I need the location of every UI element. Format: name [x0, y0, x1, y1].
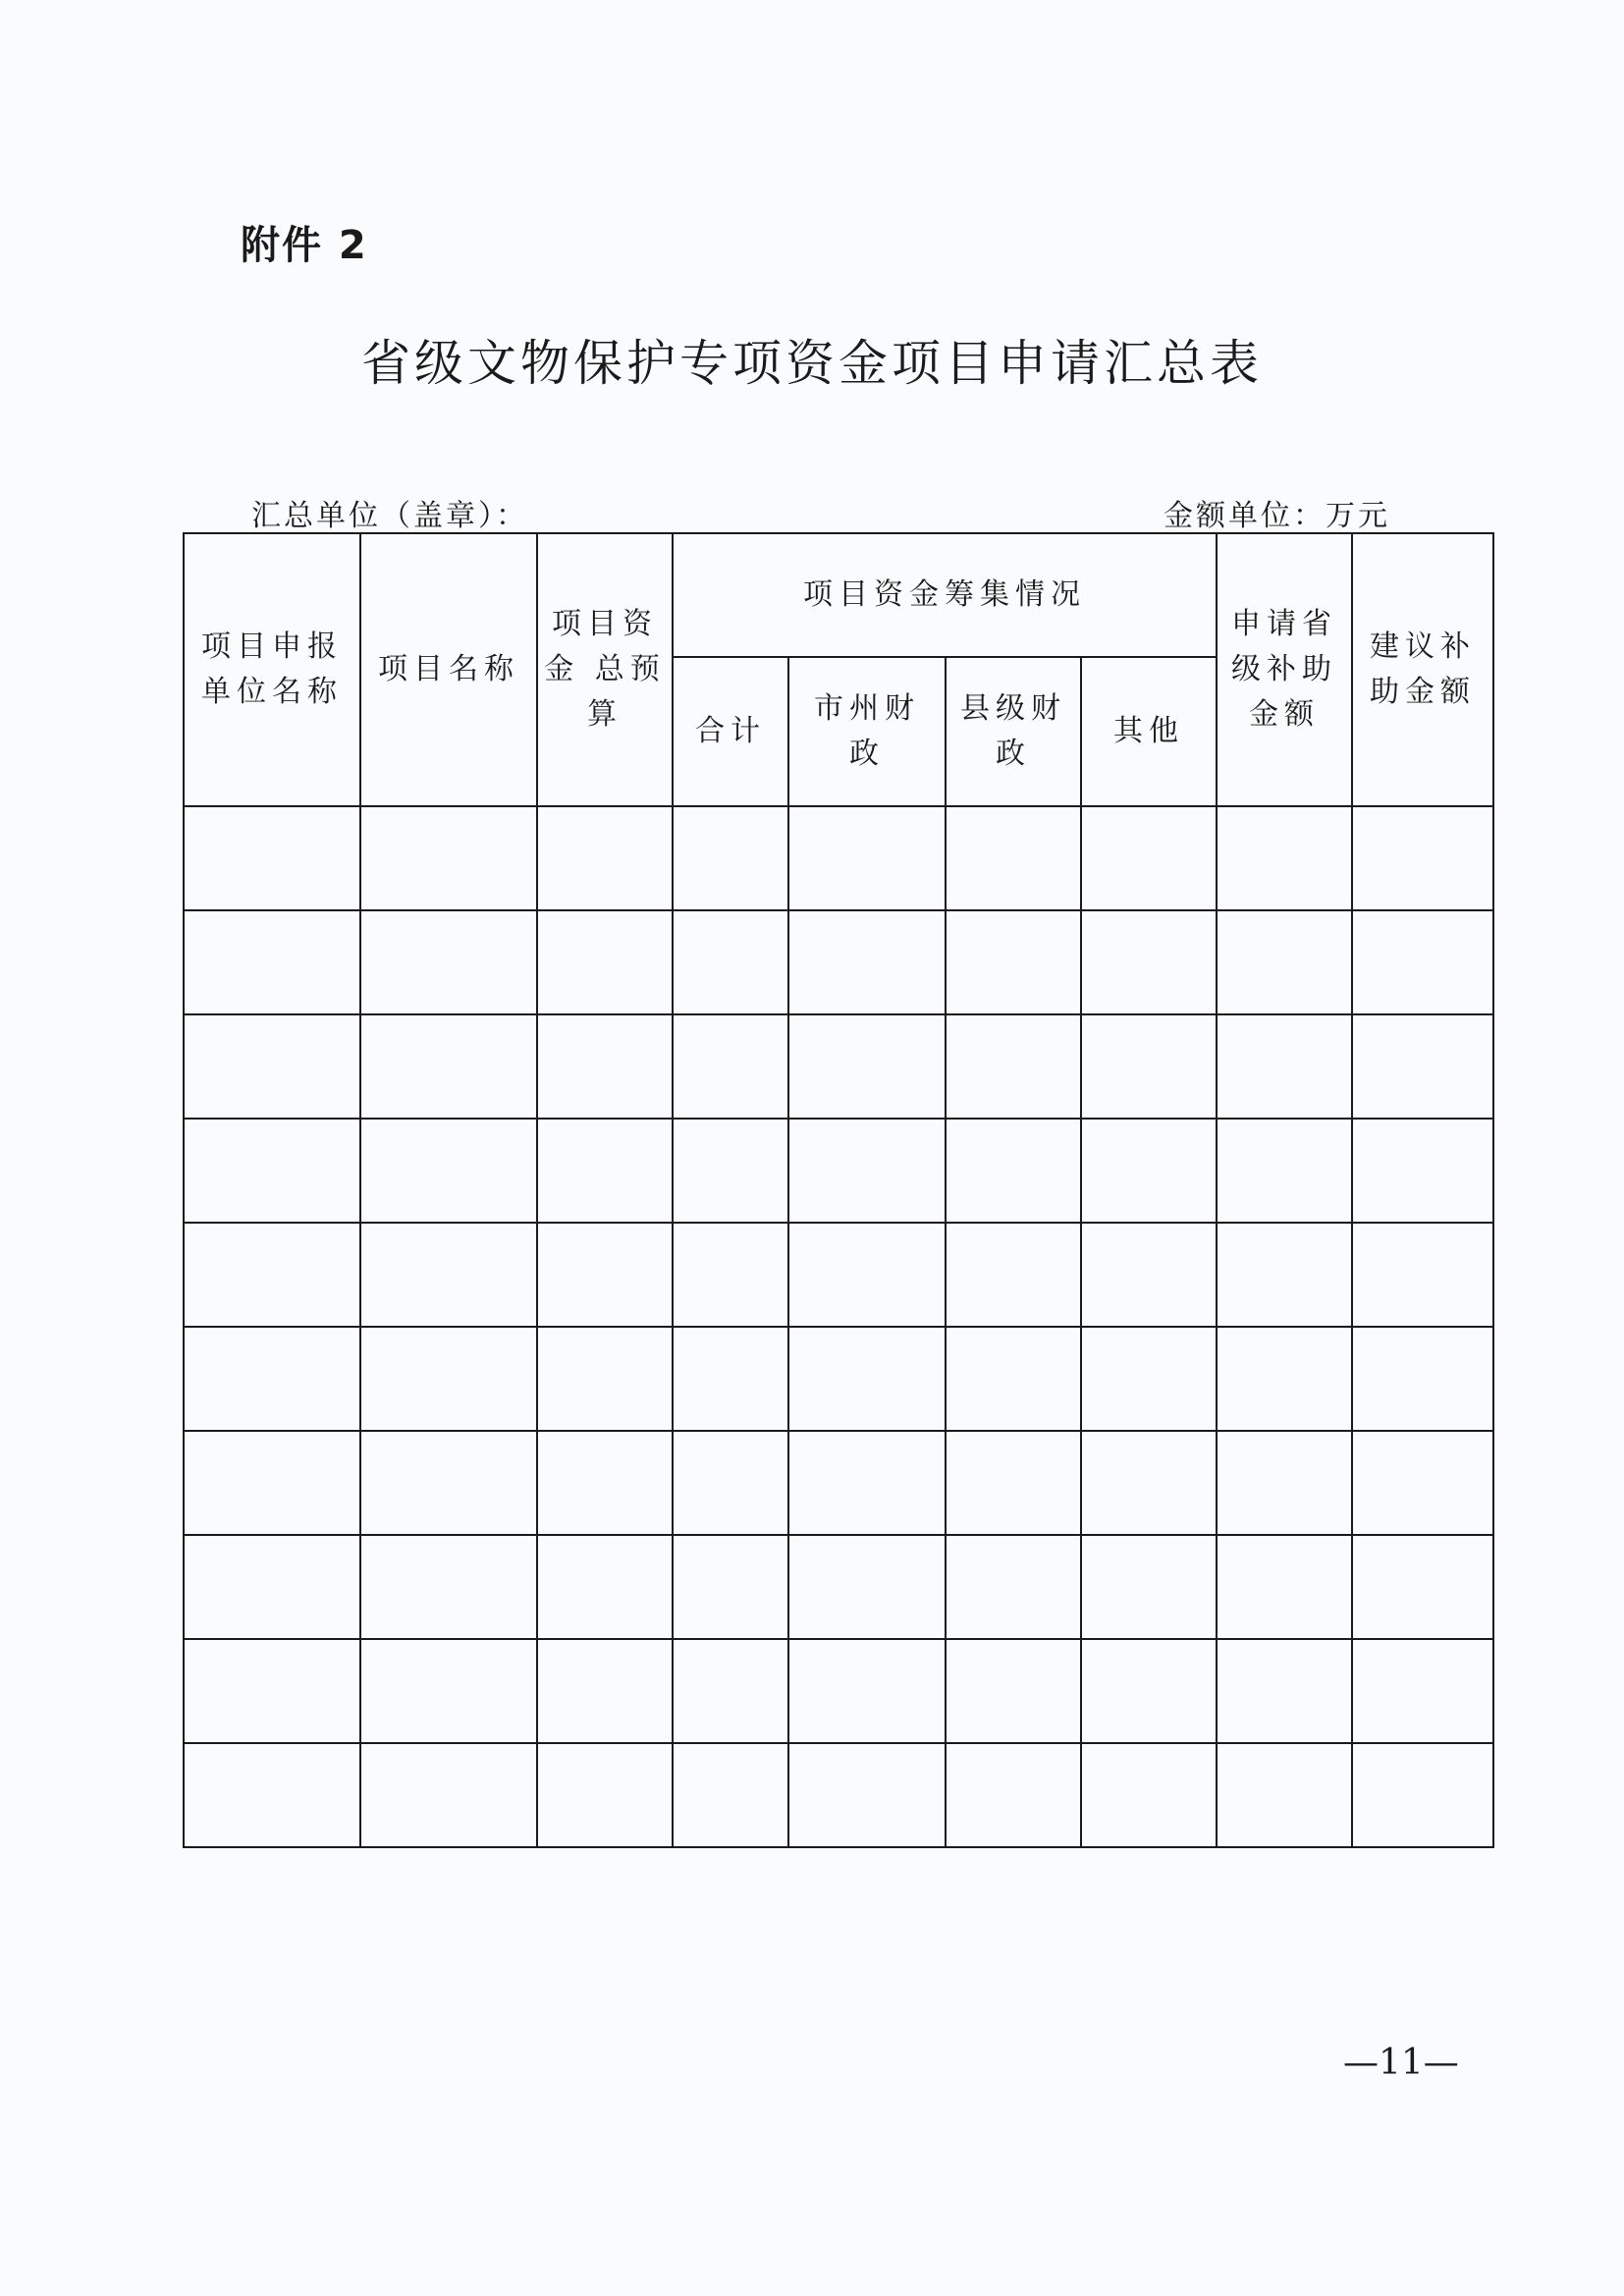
table-cell[interactable]: [1081, 1743, 1217, 1847]
table-cell[interactable]: [360, 1535, 537, 1639]
header-city-finance-line-2: 政: [849, 737, 885, 771]
amount-unit-label: 金额单位：万元: [1164, 499, 1390, 533]
table-cell[interactable]: [788, 1223, 946, 1327]
table-cell[interactable]: [946, 806, 1081, 910]
header-county-finance-line-1: 县级财: [960, 691, 1066, 726]
header-other: [1081, 657, 1217, 806]
summary-table: [183, 532, 1494, 1848]
header-suggested-subsidy: [1352, 533, 1493, 806]
table-cell[interactable]: [184, 1014, 360, 1119]
table-cell[interactable]: [788, 806, 946, 910]
table-cell[interactable]: [673, 1639, 788, 1743]
table-cell[interactable]: [1352, 1639, 1493, 1743]
table-cell[interactable]: [537, 806, 673, 910]
table-row: [184, 1431, 1493, 1535]
header-applicant-line-2: 单位名称: [201, 675, 343, 709]
header-applicant-line-1: 项目申报: [201, 629, 343, 664]
table-cell[interactable]: [184, 1327, 360, 1431]
table-cell[interactable]: [946, 1223, 1081, 1327]
table-cell[interactable]: [788, 1327, 946, 1431]
table-cell[interactable]: [1081, 806, 1217, 910]
table-cell[interactable]: [360, 1431, 537, 1535]
table-cell[interactable]: [946, 1119, 1081, 1223]
header-total-budget: [537, 533, 673, 806]
table-cell[interactable]: [946, 1535, 1081, 1639]
table-cell[interactable]: [184, 1119, 360, 1223]
page-number: —11—: [1343, 2043, 1459, 2083]
table-cell[interactable]: [1081, 1431, 1217, 1535]
table-cell[interactable]: [184, 1639, 360, 1743]
table-row: [184, 910, 1493, 1014]
table-cell[interactable]: [788, 1119, 946, 1223]
table-cell[interactable]: [537, 1535, 673, 1639]
table-cell[interactable]: [946, 910, 1081, 1014]
header-total-budget-line-1: 项目资: [552, 607, 658, 641]
table-cell[interactable]: [1352, 1014, 1493, 1119]
table-row: [184, 1327, 1493, 1431]
table-cell[interactable]: [1352, 1223, 1493, 1327]
table-cell[interactable]: [788, 910, 946, 1014]
header-provincial-subsidy: [1217, 533, 1352, 806]
table-cell[interactable]: [360, 1743, 537, 1847]
header-provincial-subsidy-line-1: 申请省: [1231, 607, 1337, 641]
table-row: [184, 1639, 1493, 1743]
table-cell[interactable]: [360, 1639, 537, 1743]
table-cell[interactable]: [1352, 1743, 1493, 1847]
header-county-finance-line-2: 政: [996, 737, 1031, 771]
table-cell[interactable]: [360, 1119, 537, 1223]
table-cell[interactable]: [1217, 1639, 1352, 1743]
table-cell[interactable]: [1352, 1431, 1493, 1535]
table-cell[interactable]: [184, 1431, 360, 1535]
table-cell[interactable]: [537, 1014, 673, 1119]
table-cell[interactable]: [788, 1535, 946, 1639]
header-city-finance-line-1: 市州财: [814, 691, 920, 726]
table-cell[interactable]: [1217, 1743, 1352, 1847]
header-applicant: [184, 533, 360, 806]
header-funding-group: [673, 533, 1217, 657]
table-row: [184, 1223, 1493, 1327]
attachment-label: 附件 2: [241, 223, 368, 268]
header-subtotal-line-1: 合计: [695, 714, 766, 748]
table-cell[interactable]: [673, 1014, 788, 1119]
table-cell[interactable]: [1081, 1119, 1217, 1223]
table-cell[interactable]: [1352, 806, 1493, 910]
table-cell[interactable]: [1081, 910, 1217, 1014]
table-cell[interactable]: [1217, 1014, 1352, 1119]
table-row: [184, 1743, 1493, 1847]
table-cell[interactable]: [184, 1535, 360, 1639]
header-subtotal: [673, 657, 788, 806]
table-cell[interactable]: [1217, 806, 1352, 910]
table-cell[interactable]: [673, 1327, 788, 1431]
header-provincial-subsidy-line-3: 金额: [1249, 697, 1320, 732]
table-row: [184, 806, 1493, 910]
header-provincial-subsidy-line-2: 级补助: [1231, 652, 1337, 686]
table-row: [184, 1014, 1493, 1119]
table-cell[interactable]: [788, 1431, 946, 1535]
document-title: 省级文物保护专项资金项目申请汇总表: [361, 335, 1263, 392]
table-cell[interactable]: [1352, 910, 1493, 1014]
header-project-name-line-1: 项目名称: [378, 652, 519, 686]
table-cell[interactable]: [946, 1639, 1081, 1743]
table-cell[interactable]: [673, 1223, 788, 1327]
table-cell[interactable]: [1217, 910, 1352, 1014]
table-cell[interactable]: [1217, 1431, 1352, 1535]
header-suggested-subsidy-line-2: 助金额: [1370, 675, 1476, 709]
table-cell[interactable]: [537, 1743, 673, 1847]
table-cell[interactable]: [360, 1223, 537, 1327]
table-cell[interactable]: [360, 1327, 537, 1431]
table-row: [184, 1119, 1493, 1223]
table-cell[interactable]: [673, 1119, 788, 1223]
header-total-budget-line-2: 金 总预: [544, 652, 666, 686]
table-cell[interactable]: [673, 910, 788, 1014]
table-cell[interactable]: [1352, 1535, 1493, 1639]
header-city-finance: [788, 657, 946, 806]
table-cell[interactable]: [184, 1223, 360, 1327]
table-cell[interactable]: [1081, 1639, 1217, 1743]
table-cell[interactable]: [1217, 1223, 1352, 1327]
table-cell[interactable]: [673, 806, 788, 910]
table-row: [184, 1535, 1493, 1639]
table-cell[interactable]: [360, 806, 537, 910]
table-cell[interactable]: [184, 910, 360, 1014]
header-project-name: [360, 533, 537, 806]
summary-unit-label: 汇总单位（盖章）：: [251, 499, 528, 533]
table-cell[interactable]: [673, 1431, 788, 1535]
table-cell[interactable]: [537, 1431, 673, 1535]
table-cell[interactable]: [1352, 1327, 1493, 1431]
table-cell[interactable]: [788, 1014, 946, 1119]
table-cell[interactable]: [673, 1743, 788, 1847]
table-cell[interactable]: [673, 1535, 788, 1639]
table-cell[interactable]: [788, 1639, 946, 1743]
table-cell[interactable]: [1217, 1119, 1352, 1223]
table-cell[interactable]: [360, 1014, 537, 1119]
table-cell[interactable]: [537, 910, 673, 1014]
table-cell[interactable]: [788, 1743, 946, 1847]
table-cell[interactable]: [537, 1327, 673, 1431]
header-county-finance: [946, 657, 1081, 806]
table-cell[interactable]: [946, 1743, 1081, 1847]
table-cell[interactable]: [184, 806, 360, 910]
table-cell[interactable]: [1217, 1535, 1352, 1639]
table-cell[interactable]: [946, 1431, 1081, 1535]
table-cell[interactable]: [537, 1119, 673, 1223]
table-cell[interactable]: [184, 1743, 360, 1847]
table-cell[interactable]: [946, 1014, 1081, 1119]
header-total-budget-line-3: 算: [587, 697, 623, 732]
table-cell[interactable]: [1081, 1535, 1217, 1639]
table-cell[interactable]: [537, 1639, 673, 1743]
header-suggested-subsidy-line-1: 建议补: [1370, 629, 1476, 664]
header-funding-group-label: 项目资金筹集情况: [803, 577, 1086, 612]
table-cell[interactable]: [360, 910, 537, 1014]
table-body: [184, 806, 1493, 1847]
table-cell[interactable]: [537, 1223, 673, 1327]
table-cell[interactable]: [1352, 1119, 1493, 1223]
table-cell[interactable]: [1217, 1327, 1352, 1431]
table-cell[interactable]: [1081, 1223, 1217, 1327]
table-cell[interactable]: [1081, 1014, 1217, 1119]
table-cell[interactable]: [1081, 1327, 1217, 1431]
table-cell[interactable]: [946, 1327, 1081, 1431]
header-other-line-1: 其他: [1113, 714, 1184, 748]
